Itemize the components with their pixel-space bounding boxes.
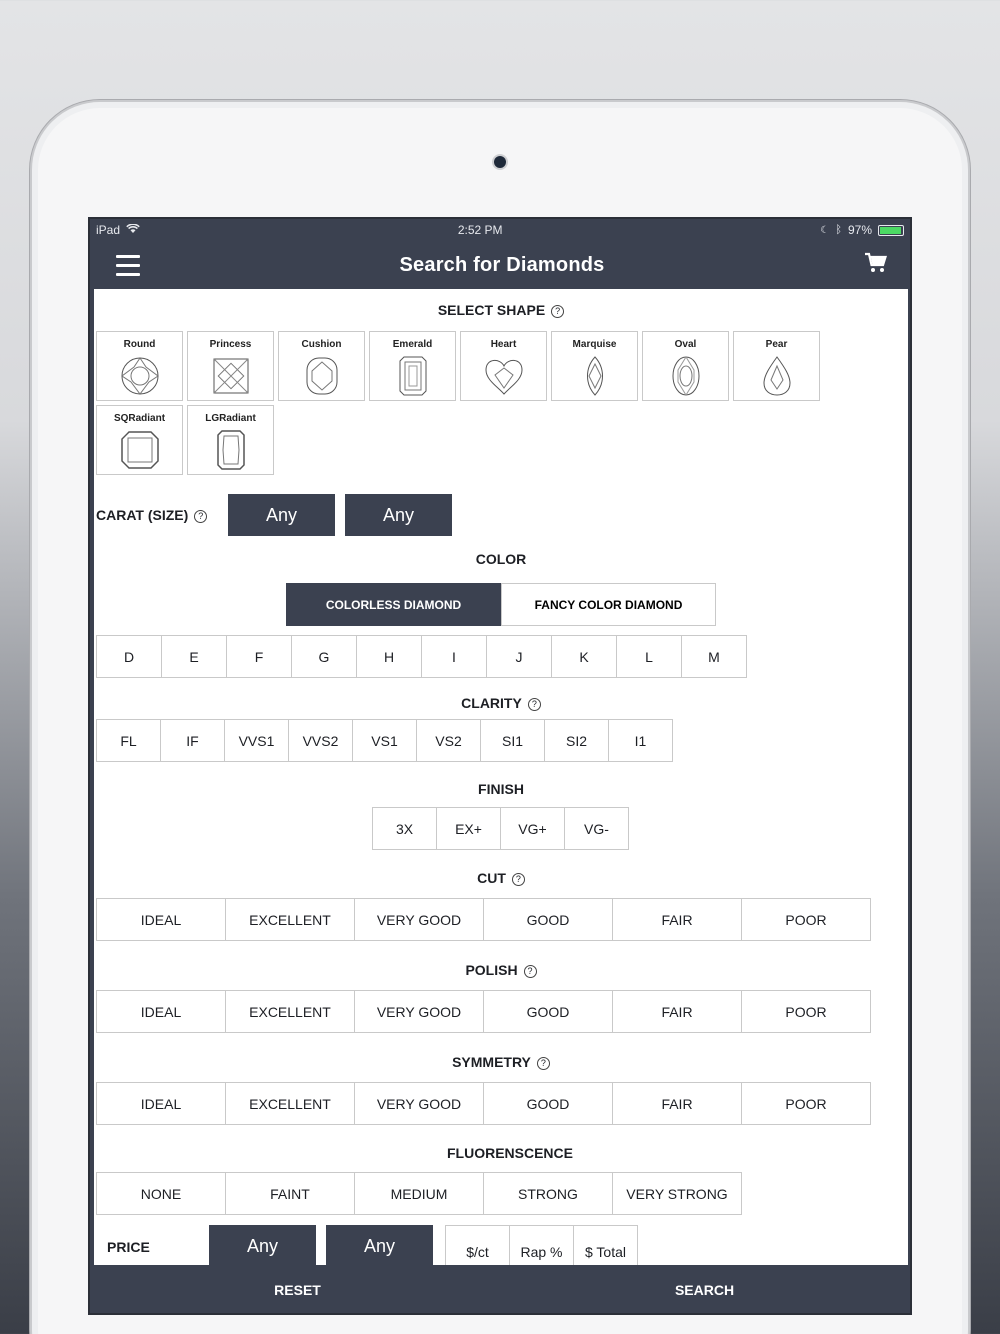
pear-diamond-icon bbox=[757, 356, 797, 396]
shape-marquise[interactable]: Marquise bbox=[551, 331, 638, 401]
carat-min-button[interactable]: Any bbox=[228, 494, 335, 536]
clarity-section-title: CLARITY ? bbox=[94, 692, 908, 714]
finish-vg-minus[interactable]: VG- bbox=[564, 807, 629, 850]
finish-options bbox=[94, 807, 908, 850]
polish-ideal[interactable]: IDEAL bbox=[96, 990, 226, 1033]
cut-very-good[interactable]: VERY GOOD bbox=[354, 898, 484, 941]
shape-lgradiant[interactable]: LGRadiant bbox=[187, 405, 274, 475]
color-grade-g[interactable]: G bbox=[291, 635, 357, 678]
price-mode-options bbox=[446, 1225, 638, 1265]
clarity-grade-if[interactable]: IF bbox=[160, 719, 225, 762]
cut-options bbox=[94, 898, 908, 941]
help-icon[interactable]: ? bbox=[537, 1057, 550, 1070]
battery-percent: 97% bbox=[847, 223, 872, 237]
price-per-carat[interactable]: $/ct bbox=[445, 1225, 510, 1265]
finish-3x[interactable]: 3X bbox=[372, 807, 437, 850]
fluorescence-none[interactable]: NONE bbox=[96, 1172, 226, 1215]
tab-fancy-color-diamond[interactable]: FANCY COLOR DIAMOND bbox=[501, 583, 716, 626]
clarity-grade-vs2[interactable]: VS2 bbox=[416, 719, 481, 762]
shape-pear[interactable]: Pear bbox=[733, 331, 820, 401]
symmetry-options bbox=[94, 1082, 908, 1125]
wifi-icon bbox=[126, 223, 140, 237]
symmetry-section-title: SYMMETRY ? bbox=[94, 1051, 908, 1073]
symmetry-good[interactable]: GOOD bbox=[483, 1082, 613, 1125]
color-grade-l[interactable]: L bbox=[616, 635, 682, 678]
bottom-action-bar bbox=[94, 1265, 908, 1315]
help-icon[interactable]: ? bbox=[551, 305, 564, 318]
color-tabs bbox=[94, 583, 908, 626]
symmetry-ideal[interactable]: IDEAL bbox=[96, 1082, 226, 1125]
shape-emerald[interactable]: Emerald bbox=[369, 331, 456, 401]
oval-diamond-icon bbox=[666, 356, 706, 396]
clarity-grade-fl[interactable]: FL bbox=[96, 719, 161, 762]
color-grade-e[interactable]: E bbox=[161, 635, 227, 678]
clarity-grade-si2[interactable]: SI2 bbox=[544, 719, 609, 762]
price-label: PRICE bbox=[107, 1239, 150, 1255]
cut-section-title: CUT ? bbox=[94, 867, 908, 889]
polish-section-title: POLISH ? bbox=[94, 959, 908, 981]
app-screen bbox=[88, 217, 912, 1315]
shape-heart[interactable]: Heart bbox=[460, 331, 547, 401]
finish-vg-plus[interactable]: VG+ bbox=[500, 807, 565, 850]
help-icon[interactable]: ? bbox=[524, 965, 537, 978]
page-title: Search for Diamonds bbox=[399, 253, 605, 276]
shape-section-title: SELECT SHAPE ? bbox=[94, 299, 908, 321]
color-grade-h[interactable]: H bbox=[356, 635, 422, 678]
long-radiant-diamond-icon bbox=[211, 430, 251, 470]
cut-ideal[interactable]: IDEAL bbox=[96, 898, 226, 941]
price-rap-percent[interactable]: Rap % bbox=[509, 1225, 574, 1265]
princess-diamond-icon bbox=[211, 356, 251, 396]
square-radiant-diamond-icon bbox=[120, 430, 160, 470]
fluorescence-options bbox=[94, 1172, 908, 1215]
shape-cushion[interactable]: Cushion bbox=[278, 331, 365, 401]
symmetry-poor[interactable]: POOR bbox=[741, 1082, 871, 1125]
help-icon[interactable]: ? bbox=[194, 510, 207, 523]
cut-excellent[interactable]: EXCELLENT bbox=[225, 898, 355, 941]
shape-grid bbox=[94, 331, 908, 475]
clarity-grade-vvs2[interactable]: VVS2 bbox=[288, 719, 353, 762]
finish-section-title: FINISH bbox=[478, 781, 524, 797]
cut-poor[interactable]: POOR bbox=[741, 898, 871, 941]
symmetry-excellent[interactable]: EXCELLENT bbox=[225, 1082, 355, 1125]
polish-excellent[interactable]: EXCELLENT bbox=[225, 990, 355, 1033]
clarity-grade-i1[interactable]: I1 bbox=[608, 719, 673, 762]
camera bbox=[494, 156, 506, 168]
fluorescence-medium[interactable]: MEDIUM bbox=[354, 1172, 484, 1215]
round-diamond-icon bbox=[120, 356, 160, 396]
symmetry-fair[interactable]: FAIR bbox=[612, 1082, 742, 1125]
price-total[interactable]: $ Total bbox=[573, 1225, 638, 1265]
moon-icon: ☾ bbox=[820, 224, 830, 236]
cut-fair[interactable]: FAIR bbox=[612, 898, 742, 941]
status-bar bbox=[90, 219, 910, 241]
help-icon[interactable]: ? bbox=[512, 873, 525, 886]
shape-oval[interactable]: Oval bbox=[642, 331, 729, 401]
shape-sqradiant[interactable]: SQRadiant bbox=[96, 405, 183, 475]
fluorescence-strong[interactable]: STRONG bbox=[483, 1172, 613, 1215]
color-section-title: COLOR bbox=[475, 551, 527, 567]
cart-icon[interactable] bbox=[864, 252, 888, 279]
cushion-diamond-icon bbox=[302, 356, 342, 396]
color-grade-k[interactable]: K bbox=[551, 635, 617, 678]
reset-button[interactable]: RESET bbox=[274, 1282, 321, 1298]
color-grades bbox=[94, 635, 908, 678]
carat-label: CARAT (SIZE) ? bbox=[94, 507, 228, 523]
tab-colorless-diamond[interactable]: COLORLESS DIAMOND bbox=[286, 583, 501, 626]
color-grade-m[interactable]: M bbox=[681, 635, 747, 678]
battery-icon bbox=[878, 225, 904, 236]
color-grade-f[interactable]: F bbox=[226, 635, 292, 678]
heart-diamond-icon bbox=[484, 356, 524, 396]
search-button[interactable]: SEARCH bbox=[674, 1282, 735, 1298]
price-max-button[interactable]: Any bbox=[326, 1225, 433, 1265]
color-grade-d[interactable]: D bbox=[96, 635, 162, 678]
price-min-button[interactable]: Any bbox=[209, 1225, 316, 1265]
fluorescence-very-strong[interactable]: VERY STRONG bbox=[612, 1172, 742, 1215]
polish-fair[interactable]: FAIR bbox=[612, 990, 742, 1033]
finish-ex-plus[interactable]: EX+ bbox=[436, 807, 501, 850]
nav-bar bbox=[90, 241, 910, 289]
clarity-grade-si1[interactable]: SI1 bbox=[480, 719, 545, 762]
emerald-diamond-icon bbox=[393, 356, 433, 396]
clarity-grade-vvs1[interactable]: VVS1 bbox=[224, 719, 289, 762]
polish-poor[interactable]: POOR bbox=[741, 990, 871, 1033]
bluetooth-icon: ᛒ bbox=[835, 224, 842, 236]
search-form bbox=[94, 289, 908, 1265]
clarity-grade-vs1[interactable]: VS1 bbox=[352, 719, 417, 762]
clarity-grades bbox=[94, 719, 908, 762]
symmetry-very-good[interactable]: VERY GOOD bbox=[354, 1082, 484, 1125]
fluorescence-faint[interactable]: FAINT bbox=[225, 1172, 355, 1215]
battery-level bbox=[880, 227, 901, 234]
shape-princess[interactable]: Princess bbox=[187, 331, 274, 401]
marquise-diamond-icon bbox=[575, 356, 615, 396]
price-row bbox=[94, 1225, 908, 1265]
menu-icon[interactable] bbox=[116, 255, 140, 276]
polish-good[interactable]: GOOD bbox=[483, 990, 613, 1033]
carat-max-button[interactable]: Any bbox=[345, 494, 452, 536]
carat-row bbox=[94, 494, 908, 536]
help-icon[interactable]: ? bbox=[528, 698, 541, 711]
fluorescence-section-title: FLUORENSCENCE bbox=[446, 1145, 573, 1161]
polish-options bbox=[94, 990, 908, 1033]
color-grade-j[interactable]: J bbox=[486, 635, 552, 678]
cut-good[interactable]: GOOD bbox=[483, 898, 613, 941]
color-grade-i[interactable]: I bbox=[421, 635, 487, 678]
polish-very-good[interactable]: VERY GOOD bbox=[354, 990, 484, 1033]
device-name: iPad bbox=[96, 223, 121, 237]
shape-round[interactable]: Round bbox=[96, 331, 183, 401]
clock: 2:52 PM bbox=[457, 223, 503, 237]
